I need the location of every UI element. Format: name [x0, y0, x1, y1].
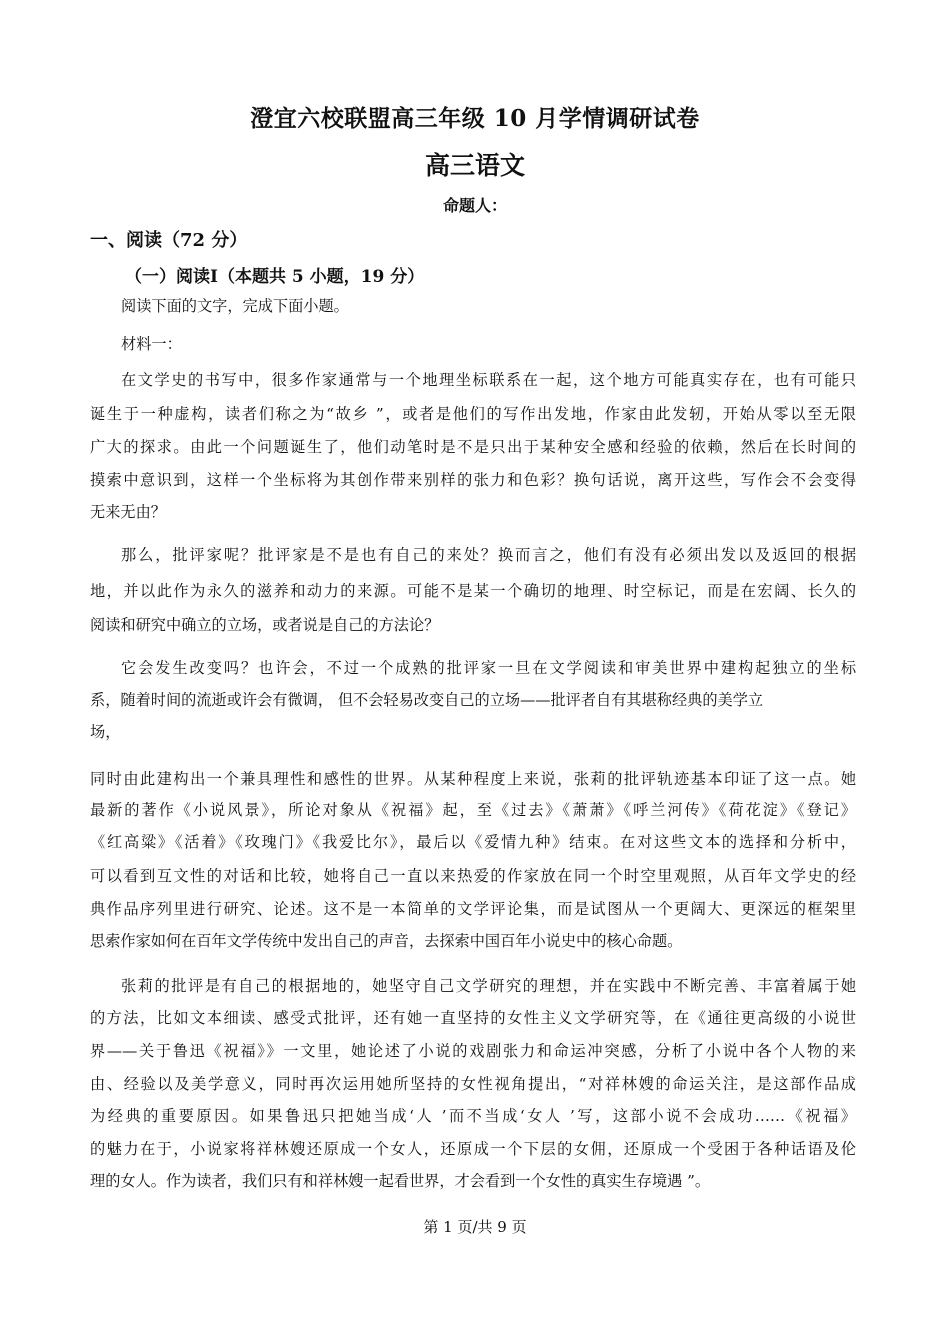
- paragraph-5-line: 张莉的批评是有自己的根据地的，她坚守自己文学研究的理想，并在实践中不断完善、丰富着属于她: [121, 977, 856, 995]
- page-number: 第 1 页/共 9 页: [423, 1218, 527, 1236]
- paragraph-3-line: 系，随着时间的流逝或许会有微调， 但不会轻易改变自己的立场——批评者自有其堪称经典的美学立: [90, 691, 764, 709]
- paragraph-4-line: 思索作家如何在百年文学传统中发出自己的声音，去探索中国百年小说史中的核心命题。: [90, 932, 683, 950]
- paragraph-4-line: 典作品序列里进行研究、论述。这不是一本简单的文学评论集，而是试图从一个更阔大、更深远的框架里: [90, 900, 856, 918]
- paragraph-1-line: 诞生于一种虚构，读者们称之为“故乡 ”，或者是他们的写作出发地，作家由此发轫，开始从零以至无限: [90, 405, 856, 423]
- subsection-heading: （一）阅读Ⅰ（本题共 5 小题，19 分）: [125, 267, 425, 287]
- paragraph-2-line: 那么，批评家呢？批评家是不是也有自己的来处？换而言之，他们有没有必须出发以及返回的根据: [121, 546, 856, 564]
- material-label: 材料一：: [121, 335, 182, 353]
- exam-title: 澄宜六校联盟高三年级 10 月学情调研试卷: [250, 105, 700, 132]
- paragraph-5-line: 理的女人。作为读者，我们只有和祥林嫂一起看世界，才会看到一个女性的真实生存境遇 ”。: [90, 1172, 711, 1190]
- paragraph-3-line: 它会发生改变吗？也许会，不过一个成熟的批评家一旦在文学阅读和审美世界中建构起独立的坐标: [121, 659, 856, 677]
- paragraph-1-line: 广大的探求。由此一个问题诞生了，他们动笔时是不是只出于某种安全感和经验的依赖，然后在长时间的: [90, 438, 856, 456]
- paragraph-4-line: 可以看到互文性的对话和比较，她将自己一直以来热爱的作家放在同一个时空里观照，从百年文学史的经: [90, 867, 856, 885]
- paragraph-4-line: 同时由此建构出一个兼具理性和感性的世界。从某种程度上来说，张莉的批评轨迹基本印证了这一点。她: [90, 770, 856, 788]
- paragraph-2-line: 地，并以此作为永久的滋养和动力的来源。可能不是某一个确切的地理、时空标记，而是在宏阔、长久的: [90, 582, 856, 600]
- paragraph-3-line: 场，: [90, 723, 121, 741]
- paragraph-5-line: 的魅力在于，小说家将祥林嫂还原成一个女人，还原成一个下层的女佣，还原成一个受困于各种话语及伦: [90, 1140, 856, 1158]
- subject-title: 高三语文: [424, 151, 525, 180]
- paragraph-1-line: 在文学史的书写中，很多作家通常与一个地理坐标联系在一起，这个地方可能真实存在，也有可能只: [121, 371, 856, 389]
- paragraph-5-line: 由、经验以及美学意义，同时再次运用她所坚持的女性视角提出，“对祥林嫂的命运关注，是这部作品成: [90, 1075, 856, 1093]
- paragraph-4-line: 《红高粱》《活着》《玫瑰门》《我爱比尔》，最后以《爱情九种》结束。在对这些文本的选择和分析中，: [90, 833, 856, 851]
- paragraph-1-line: 无来无由？: [90, 503, 166, 521]
- section-heading: 一、阅读（72 分）: [90, 230, 248, 251]
- paragraph-4-line: 最新的著作《小说风景》，所论对象从《祝福》起，至《过去》《萧萧》《呼兰河传》《荷花淀》《登记》: [90, 801, 856, 819]
- instruction-text: 阅读下面的文字，完成下面小题。: [121, 297, 349, 315]
- author-label: 命题人：: [442, 196, 507, 215]
- paragraph-5-line: 的方法，比如文本细读、感受式批评，还有她一直坚持的女性主义文学研究等，在《通往更高级的小说世: [90, 1009, 856, 1027]
- paragraph-5-line: 为经典的重要原因。如果鲁迅只把她当成‘人 ’而不当成‘女人 ’写，这部小说不会成功……《祝福》: [90, 1107, 856, 1125]
- paragraph-5-line: 界——关于鲁迅《祝福》》一文里，她论述了小说的戏剧张力和命运冲突感，分析了小说中各个人物的来: [90, 1042, 856, 1060]
- paragraph-2-line: 阅读和研究中确立的立场，或者说是自己的方法论？: [90, 616, 440, 634]
- paragraph-1-line: 摸索中意识到，这样一个坐标将为其创作带来别样的张力和色彩？换句话说，离开这些，写作会不会变得: [90, 471, 856, 489]
